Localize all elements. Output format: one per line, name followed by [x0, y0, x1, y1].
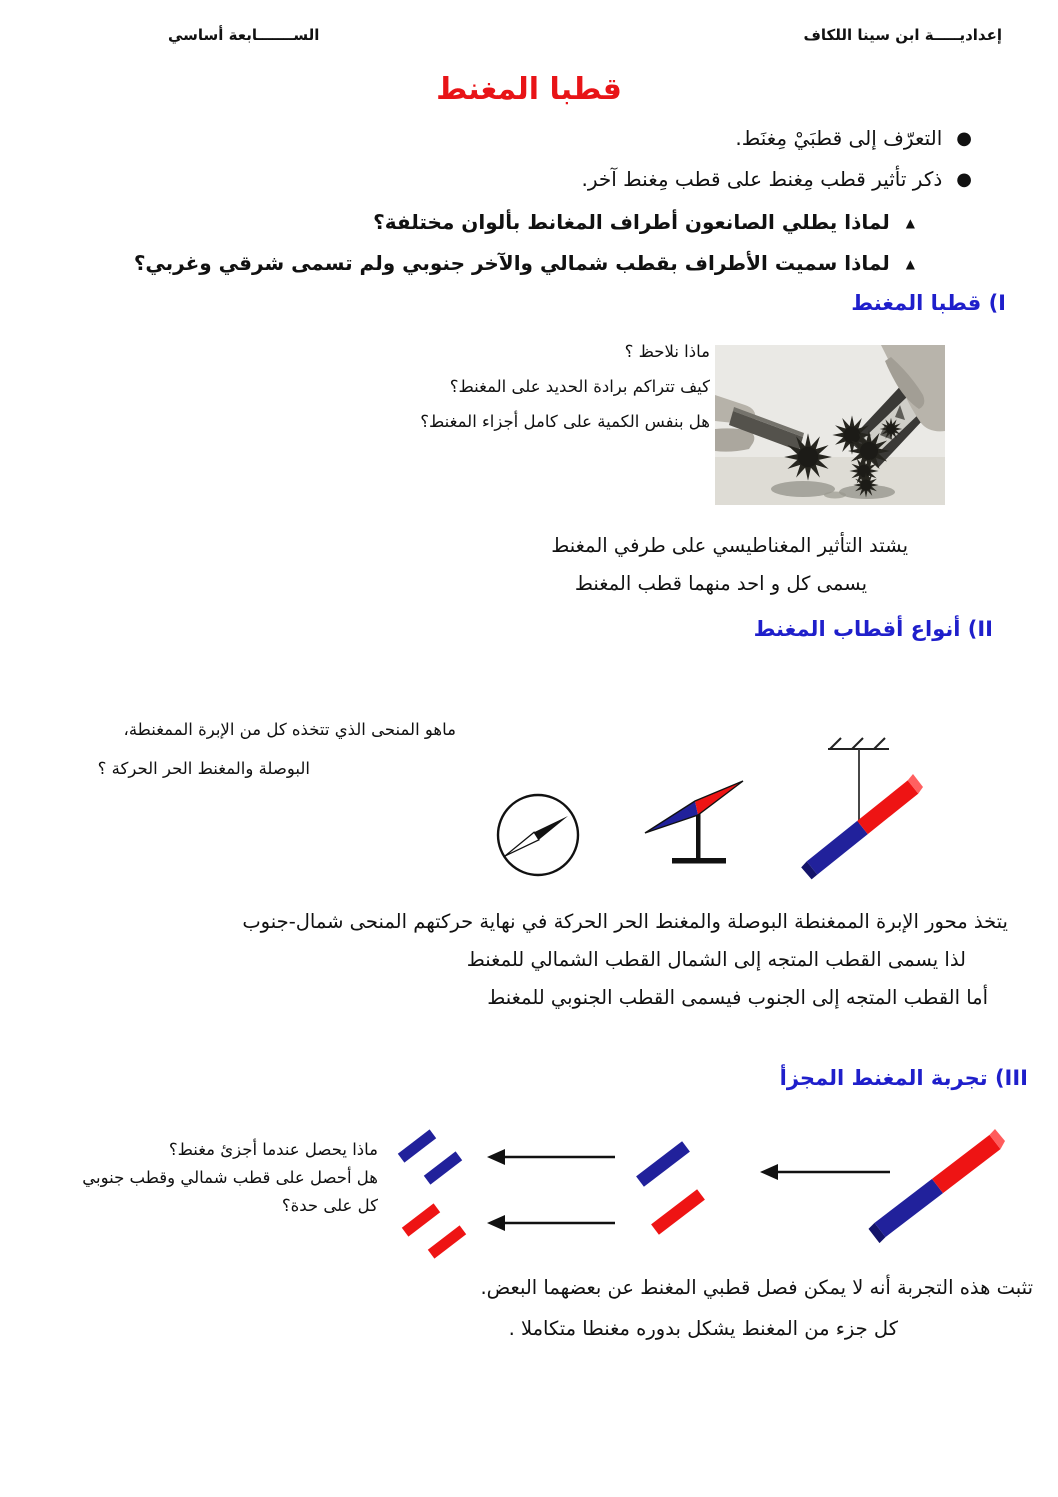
section3-conclusion: [480, 1276, 1033, 1355]
pivot-stand: [696, 814, 701, 860]
text-line: يتخذ محور الإبرة الممغنطة البوصلة والمغنط الحر الحركة في نهاية حركتهم المنحى شمال-جنوب: [242, 910, 1008, 933]
bullet-icon: ●: [956, 169, 972, 190]
ceiling-support: [828, 738, 889, 749]
text-line: يشتد التأثير المغناطيسي على طرفي المغنط: [551, 534, 908, 557]
list-item: [134, 251, 915, 277]
half-magnet-north: [636, 1141, 690, 1187]
whole-magnet: [869, 1129, 1006, 1243]
objective-text: ذكر تأثير قطب مِغنط على قطب مِغنط آخر.: [581, 167, 943, 191]
question-line: ماذا نلاحظ ؟: [624, 342, 710, 361]
objective-text: التعرّف إلى قطبَيْ مِغنَط.: [735, 126, 943, 150]
header-school-name: إعداديـــــة ابن سينا اللكاف: [803, 26, 1002, 44]
question-line: ماذا يحصل عندما أجزئ مغنط؟: [168, 1140, 378, 1159]
section1-heading: I) قطبا المغنط: [851, 291, 1006, 315]
section2-heading: II) أنواع أقطاب المغنط: [753, 617, 993, 641]
magnet-south-half: [807, 821, 868, 875]
motivation-questions-list: [134, 210, 915, 292]
section1-questions: [420, 342, 710, 447]
magnet-north-half: [857, 780, 918, 834]
quarter-magnets-north: [398, 1129, 462, 1184]
compass-diagram: [490, 786, 586, 882]
section2-conclusion: [242, 910, 1008, 1024]
hanging-bar-magnet: [785, 733, 935, 879]
half-magnet-south: [651, 1189, 705, 1235]
objectives-list: [582, 126, 973, 208]
question-line: كيف تتراكم برادة الحديد على المغنط؟: [449, 377, 710, 396]
text-line: كل جزء من المغنط يشكل بدوره مغنطا متكاملا .: [508, 1317, 898, 1340]
text-line: لذا يسمى القطب المتجه إلى الشمال القطب الشمالي للمغنط: [466, 948, 966, 971]
hanging-magnet-diagram: [785, 733, 935, 888]
quarter-magnets-south: [402, 1203, 466, 1258]
section1-conclusion: [551, 534, 908, 610]
motivation-text: لماذا سميت الأطراف بقطب شمالي والآخر جنوبي ولم تسمى شرقي وغربي؟: [133, 251, 890, 275]
text-line: تثبت هذه التجربة أنه لا يمكن فصل قطبي المغنط عن بعضهما البعض.: [480, 1276, 1033, 1299]
page-title: قطبا المغنط: [436, 72, 622, 107]
list-item: [582, 126, 973, 152]
motivation-text: لماذا يطلي الصانعون أطراف المغانط بألوان مختلفة؟: [373, 210, 890, 234]
question-line: كل على حدة؟: [281, 1196, 378, 1215]
question-line: ماهو المنحى الذي تتخذه كل من الإبرة الممغنطة،: [123, 720, 456, 739]
arrow-bullet-icon: ▲: [905, 216, 915, 230]
list-item: [582, 167, 973, 193]
question-line: هل أحصل على قطب شمالي وقطب جنوبي: [82, 1168, 378, 1187]
split-arrow: [487, 1215, 615, 1231]
section3-heading: III) تجربة المغنط المجزأ: [779, 1066, 1028, 1090]
text-line: يسمى كل و احد منهما قطب المغنط: [574, 572, 867, 595]
text-line: أما القطب المتجه إلى الجنوب فيسمى القطب الجنوبي للمغنط: [487, 986, 988, 1009]
split-arrow: [487, 1149, 615, 1165]
arrow-bullet-icon: ▲: [905, 257, 915, 271]
bullet-icon: ●: [956, 128, 972, 149]
section2-questions: [98, 720, 456, 794]
header-grade-level: الســـــــابعة أساسي: [168, 26, 320, 44]
split-arrow: [760, 1164, 890, 1180]
pivot-needle-diagram: [628, 772, 753, 867]
list-item: [134, 210, 915, 236]
pivot-base: [672, 858, 726, 864]
question-line: البوصلة والمغنط الحر الحركة ؟: [97, 759, 310, 778]
magnet-splitting-diagram: [55, 1120, 1015, 1270]
question-line: هل بنفس الكمية على كامل أجزاء المغنط؟: [420, 412, 710, 431]
iron-filings-photo: [715, 345, 945, 505]
